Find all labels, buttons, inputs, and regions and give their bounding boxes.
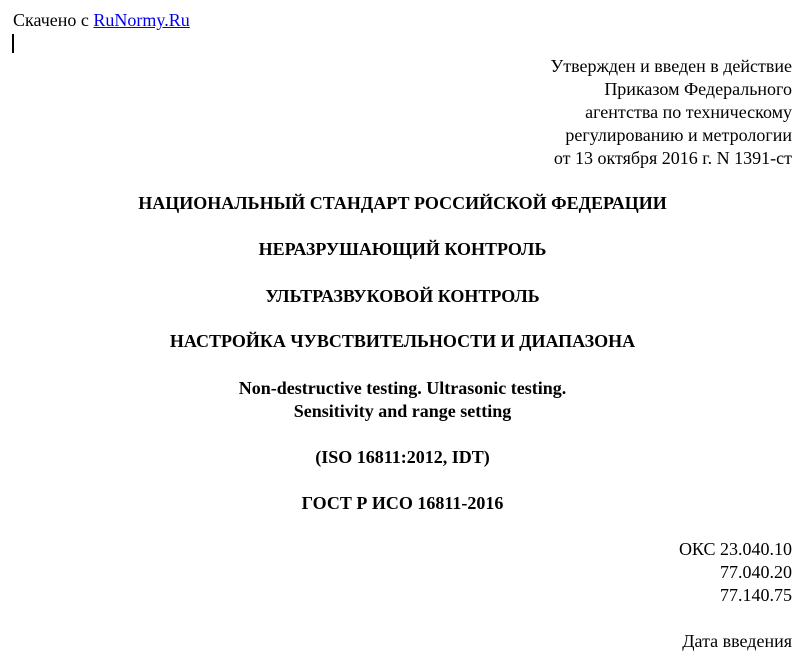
english-title-line: Sensitivity and range setting xyxy=(293,401,512,421)
national-standard-heading: НАЦИОНАЛЬНЫЙ СТАНДАРТ РОССИЙСКОЙ ФЕДЕРАЦИИ xyxy=(138,193,667,213)
oks-codes xyxy=(679,538,792,607)
oks-line: ОКС 23.040.10 xyxy=(678,539,792,559)
gost-designation: ГОСТ Р ИСО 16811-2016 xyxy=(301,493,504,513)
setting-heading: НАСТРОЙКА ЧУВСТВИТЕЛЬНОСТИ И ДИАПАЗОНА xyxy=(169,331,636,351)
ndt-heading: НЕРАЗРУШАЮЩИЙ КОНТРОЛЬ xyxy=(258,239,547,259)
iso-reference: (ISO 16811:2012, IDT) xyxy=(315,447,490,467)
intro-date-label: Дата введения xyxy=(682,631,792,651)
english-title-line: Non-destructive testing. Ultrasonic testing. xyxy=(238,378,567,398)
approval-line: регулированию и метрологии xyxy=(565,125,792,145)
approval-line: Утвержден и введен в действие xyxy=(550,56,792,76)
approval-block xyxy=(550,55,792,170)
approval-line: Приказом Федерального xyxy=(604,79,792,99)
source-prefix: Скачено с xyxy=(13,10,94,30)
oks-line: 77.040.20 xyxy=(720,562,792,582)
text-cursor xyxy=(12,34,14,53)
english-title xyxy=(0,377,799,423)
approval-line: агентства по техническому xyxy=(585,102,792,122)
source-line xyxy=(13,9,190,32)
ultrasonic-heading: УЛЬТРАЗВУКОВОЙ КОНТРОЛЬ xyxy=(265,286,540,306)
runormy-link[interactable]: RuNormy.Ru xyxy=(93,10,190,30)
oks-line: 77.140.75 xyxy=(720,585,792,605)
approval-line: от 13 октября 2016 г. N 1391-ст xyxy=(553,148,792,168)
